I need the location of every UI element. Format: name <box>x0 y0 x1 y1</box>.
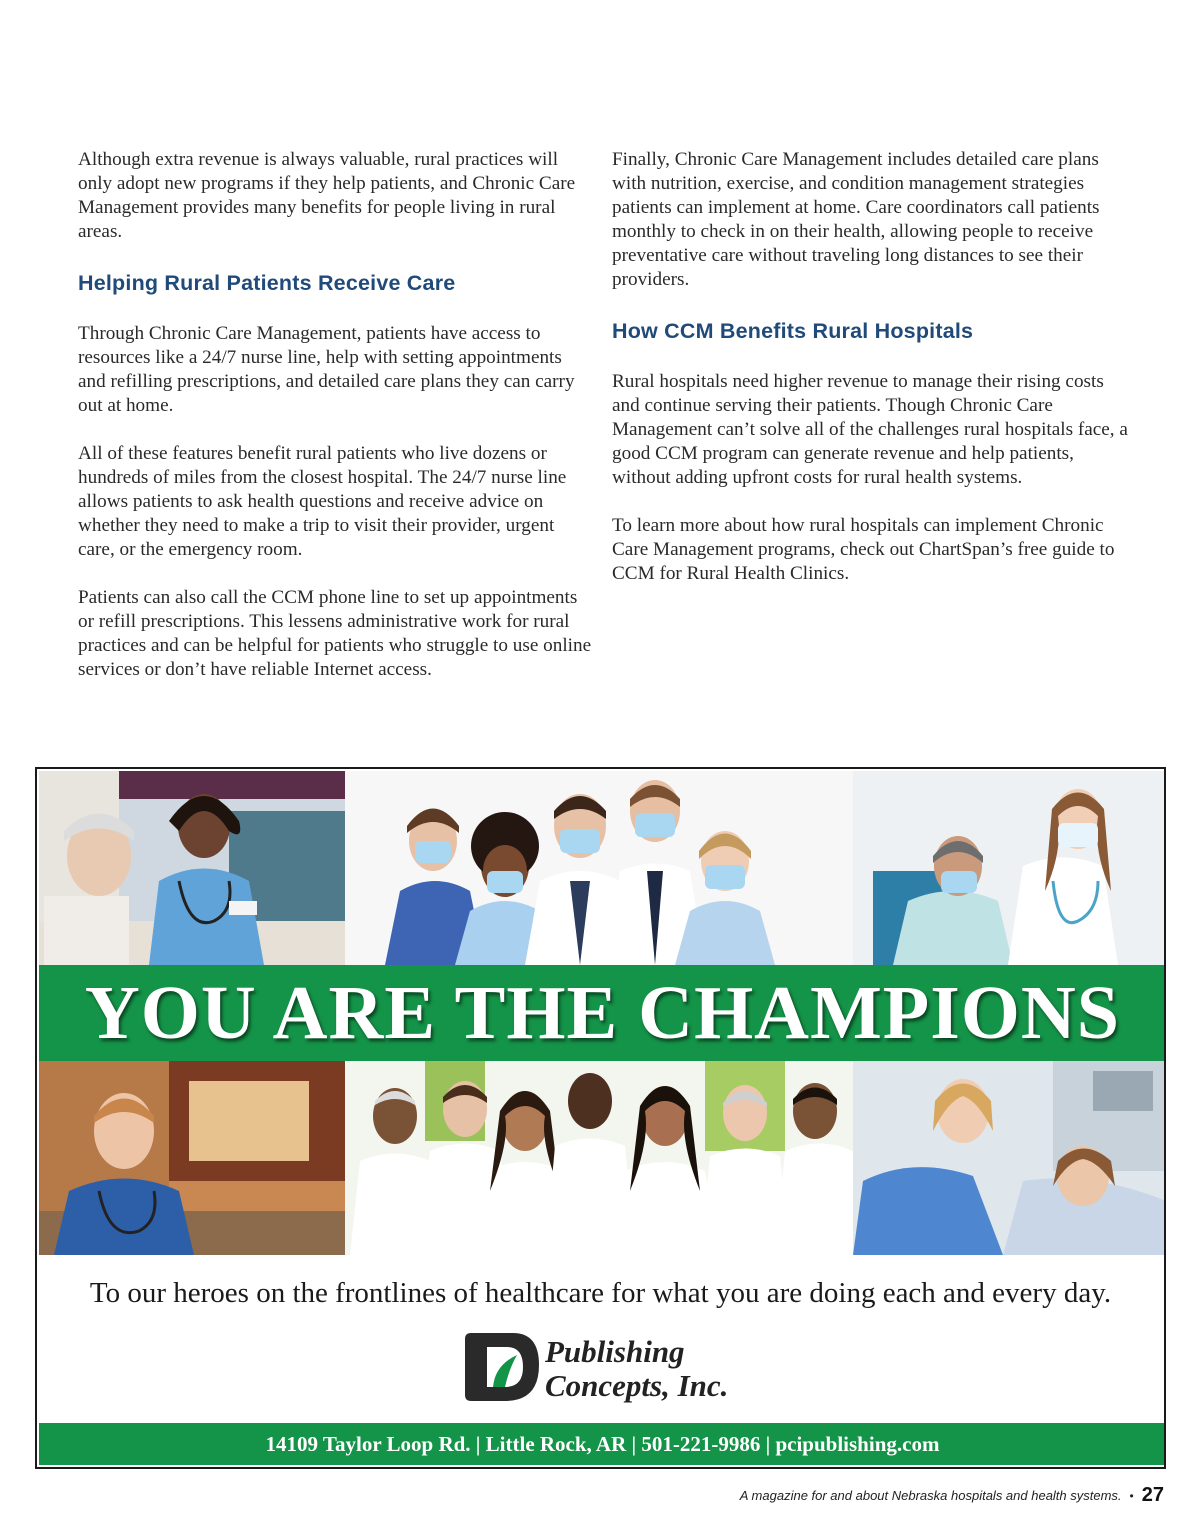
footer-bullet: • <box>1129 1488 1134 1503</box>
magazine-tagline: A magazine for and about Nebraska hospitals and health systems. <box>739 1488 1122 1503</box>
article-column-right <box>612 148 1132 610</box>
logo-wordmark <box>545 1335 728 1403</box>
ad-tagline: To our heroes on the frontlines of healthcare for what you are doing each and every day. <box>89 1277 1112 1309</box>
section-heading: How CCM Benefits Rural Hospitals <box>612 319 974 343</box>
photo-male-nurse <box>39 1061 345 1255</box>
paragraph: Patients can also call the CCM phone line to set up appointments or refill prescriptions. This lessens administrative work for rural practices and can be helpful for patients who struggle to use online services or don’t have reliable Internet access. <box>78 587 592 680</box>
logo-line-2: Concepts, Inc. <box>545 1368 729 1403</box>
page-footer <box>740 1484 1164 1507</box>
banner <box>39 965 1166 1061</box>
section-heading: Helping Rural Patients Receive Care <box>78 271 456 295</box>
advertisement <box>35 767 1166 1469</box>
ad-contact-bar <box>39 1423 1166 1465</box>
logo-line-1: Publishing <box>545 1334 685 1369</box>
photo-nurse-with-patient-in-bed <box>853 1061 1166 1255</box>
article-column-left <box>78 148 593 706</box>
photo-row-top <box>39 771 1166 965</box>
banner-title: YOU ARE THE CHAMPIONS <box>84 970 1121 1055</box>
paragraph: Through Chronic Care Management, patients have access to resources like a 24/7 nurse line, help with setting appointments and refilling prescriptions, and detailed care plans they can carry out at home. <box>78 323 575 416</box>
ad-contact-info: 14109 Taylor Loop Rd. | Little Rock, AR | 501-221-9986 | pcipublishing.com <box>265 1431 940 1456</box>
paragraph: Finally, Chronic Care Management includes detailed care plans with nutrition, exercise, and condition management strategies patients can implement at home. Care coordinators call patients monthly to check in on their health, allowing people to receive preventative care without traveling long distances to see their providers. <box>612 149 1100 290</box>
photo-doctor-with-elderly-patient <box>853 771 1166 965</box>
photo-masked-healthcare-team <box>345 771 853 965</box>
page-number: 27 <box>1141 1484 1164 1506</box>
paragraph: Rural hospitals need higher revenue to manage their rising costs and continue serving their patients. Though Chronic Care Management can’t solve all of the challenges rural hospitals face, a good CCM program can generate revenue and help patients, without adding upfront costs for rural health systems. <box>612 371 1128 488</box>
paragraph: Although extra revenue is always valuable, rural practices will only adopt new programs if they help patients, and Chronic Care Management provides many benefits for people living in rural areas. <box>78 149 576 242</box>
paragraph: To learn more about how rural hospitals can implement Chronic Care Management programs, check out ChartSpan’s free guide to CCM for Rural Health Clinics. <box>612 515 1115 584</box>
photo-nurse-with-patient <box>39 771 345 965</box>
photo-row-bottom <box>39 1061 1166 1255</box>
photo-doctors-group <box>345 1061 853 1255</box>
paragraph: All of these features benefit rural patients who live dozens or hundreds of miles from the closest hospital. The 24/7 nurse line allows patients to ask health questions and receive advice on whether they need to make a trip to visit their provider, urgent care, or the emergency room. <box>78 443 567 560</box>
